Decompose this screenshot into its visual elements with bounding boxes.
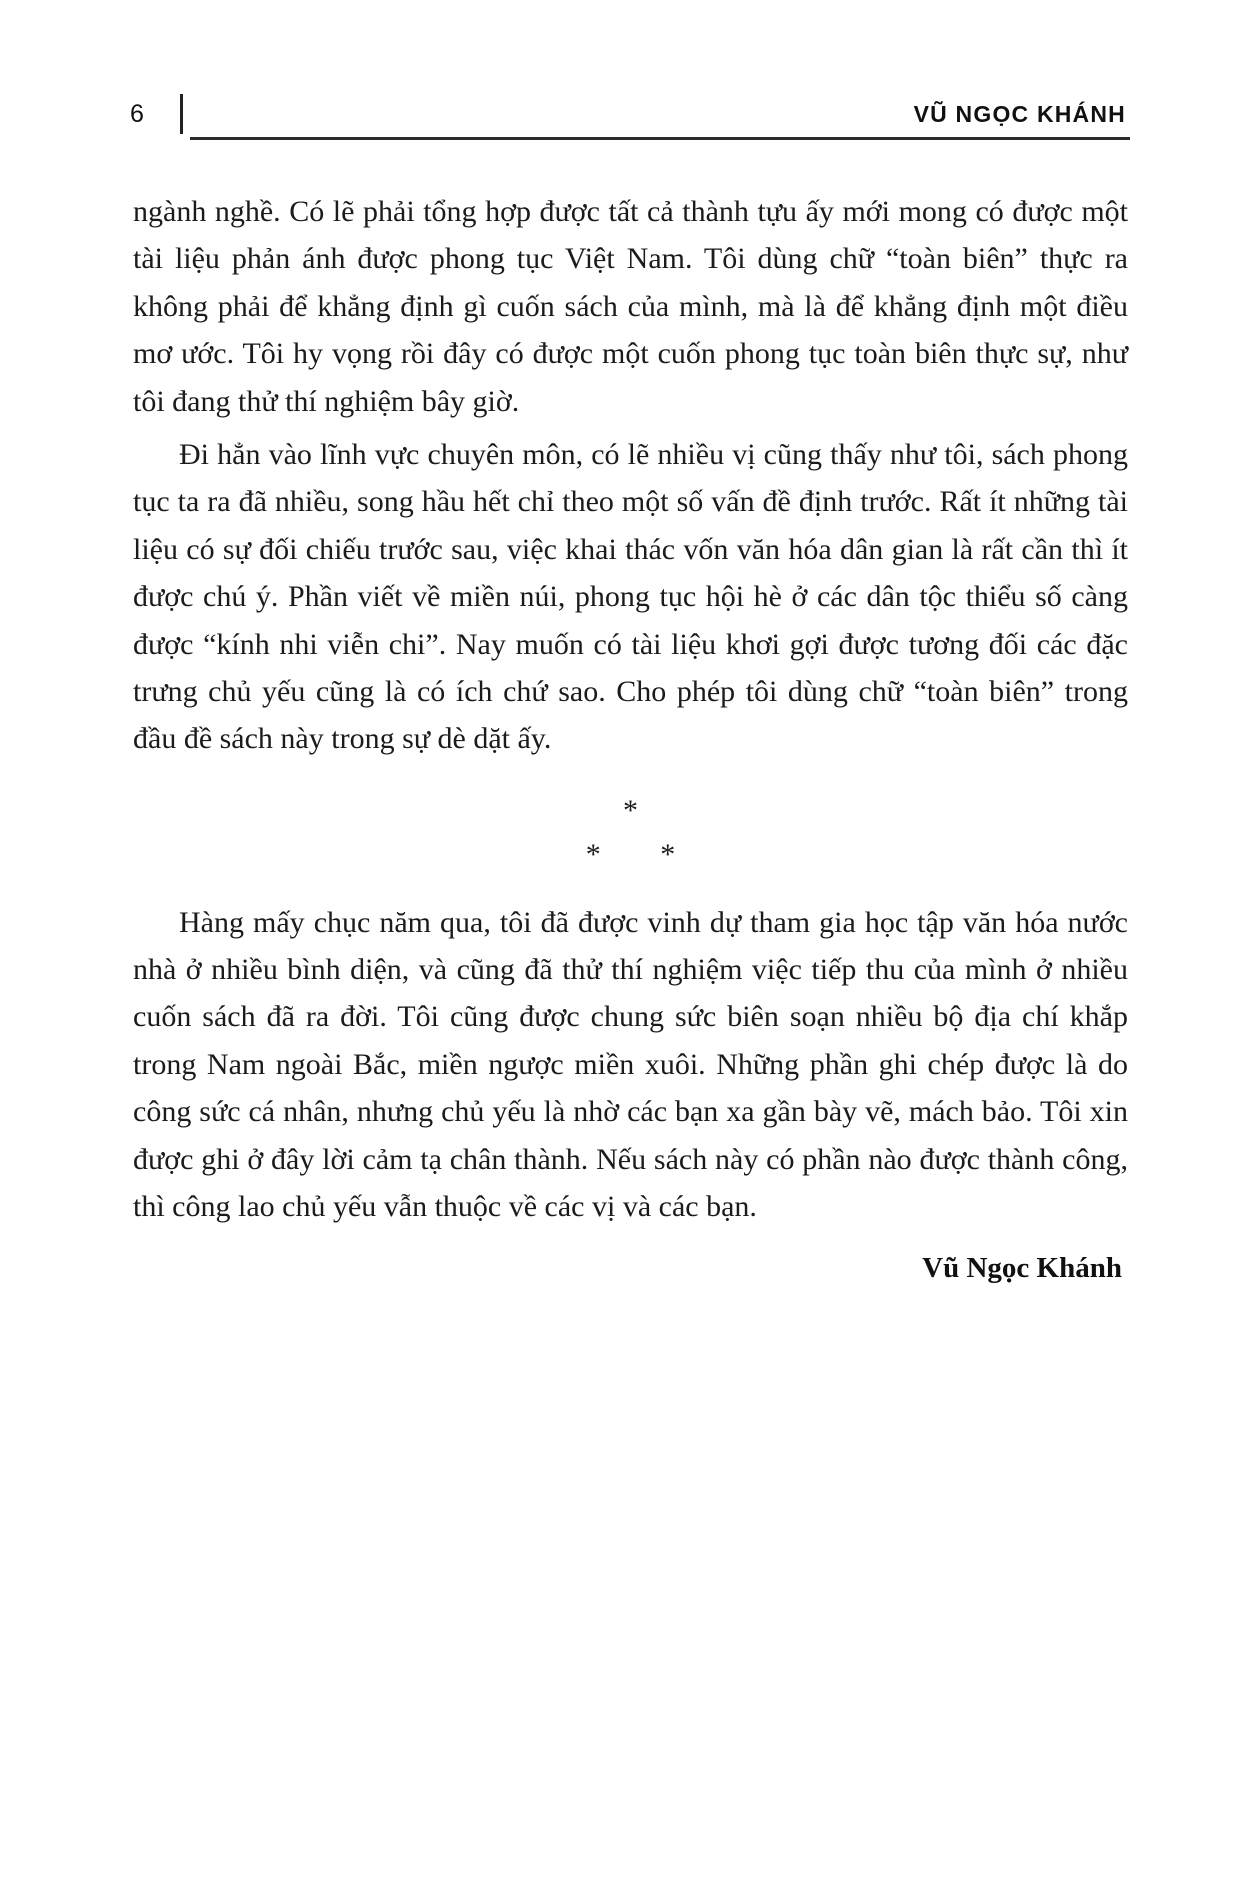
author-signature: Vũ Ngọc Khánh [922, 1252, 1122, 1285]
asterism-bottom: * * [585, 837, 702, 871]
page-body [133, 188, 1128, 1285]
section-divider-asterism [133, 793, 1128, 873]
asterism-top: * [623, 793, 638, 827]
paragraph: Đi hẳn vào lĩnh vực chuyên môn, có lẽ nhiều vị cũng thấy như tôi, sách phong tục ta ra đã nhiều, song hầu hết chỉ theo một số vấn đề định trước. Rất ít những tài liệu có sự đối chiếu trước sau, việc khai thác vốn văn hóa dân gian là rất cần thì ít được chú ý. Phần viết về miền núi, phong tục hội hè ở các dân tộc thiểu số càng được “kính nhi viễn chi”. Nay muốn có tài liệu khơi gợi được tương đối các đặc trưng chủ yếu cũng là có ích chứ sao. Cho phép tôi dùng chữ “toàn biên” trong đầu đề sách này trong sự dè dặt ấy. [133, 437, 1128, 756]
paragraph-continuation: ngành nghề. Có lẽ phải tổng hợp được tất cả thành tựu ấy mới mong có được một tài liệu phản ánh được phong tục Việt Nam. Tôi dùng chữ “toàn biên” thực ra không phải để khẳng định gì cuốn sách của mình, mà là để khẳng định một điều mơ ước. Tôi hy vọng rồi đây có được một cuốn phong tục toàn biên thực sự, như tôi đang thử thí nghiệm bây giờ. [133, 195, 1128, 418]
folio-divider-rule [180, 94, 183, 134]
header-underline [190, 137, 1130, 140]
running-header [130, 92, 1130, 148]
paragraph: Hàng mấy chục năm qua, tôi đã được vinh dự tham gia học tập văn hóa nước nhà ở nhiều bình diện, và cũng đã thử thí nghiệm việc tiếp thu của mình ở nhiều cuốn sách đã ra đời. Tôi cũng được chung sức biên soạn nhiều bộ địa chí khắp trong Nam ngoài Bắc, miền ngược miền xuôi. Những phần ghi chép được là do công sức cá nhân, nhưng chủ yếu là nhờ các bạn xa gần bày vẽ, mách bảo. Tôi xin được ghi ở đây lời cảm tạ chân thành. Nếu sách này có phần nào được thành công, thì công lao chủ yếu vẫn thuộc về các vị và các bạn. [133, 905, 1128, 1224]
running-title: VŨ NGỌC KHÁNH [913, 100, 1126, 127]
page-number: 6 [130, 99, 144, 128]
running-header-row [130, 92, 1130, 136]
